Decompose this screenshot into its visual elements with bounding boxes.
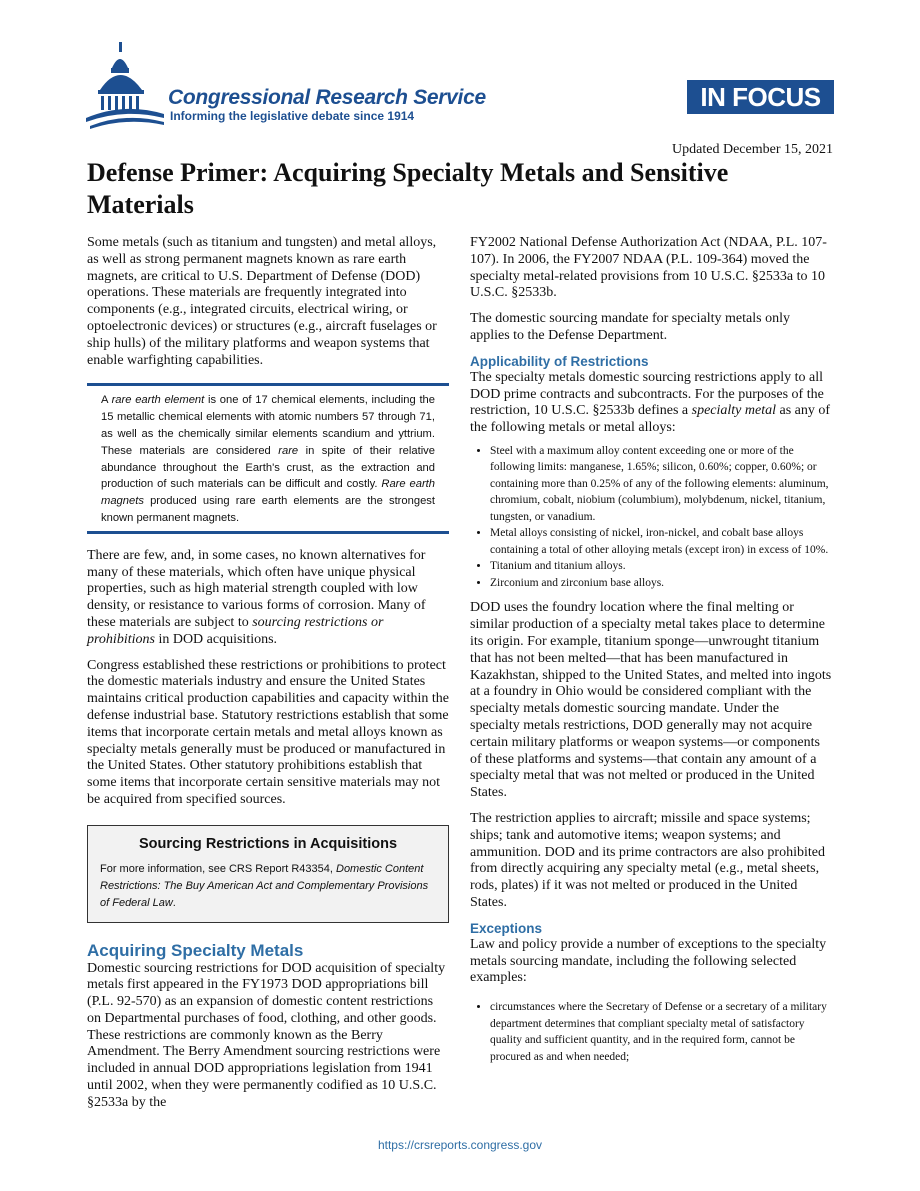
heading-applicability: Applicability of Restrictions: [470, 353, 649, 369]
mandate-paragraph: The domestic sourcing mandate for specialty metals only applies to the Defense Department.: [470, 311, 790, 343]
paragraph-text: There are few, and, in some cases, no known alternatives for many of these materials, which often have unique physical properties, such as high material strength coupled with low density, or resistance to various forms of corrosion. Many of these materials are subject to: [87, 547, 426, 630]
box-text: A: [101, 394, 112, 407]
congress-paragraph: Congress established these restrictions or prohibitions to protect the domestic materials industry and ensure the United States maintains critical production capabilities and capacity within the defense industrial base. Statutory restrictions establish that some items that incorporate certain metals and metal alloys known as specialty metals generally must be produced or manufactured in the United States. Other statutory prohibitions establish that some items that incorporate certain sensitive materials may not be acquired from specified sources.: [87, 657, 449, 807]
restriction-scope-paragraph: The restriction applies to aircraft; missile and space systems; ships; tank and automotive items; weapon systems; and ammunition. DOD and its prime contractors are also prohibited from directly acquiring any specialty metal (e.g., metal sheets, rods, plates) if it was not melted or produced in the United States.: [470, 811, 825, 911]
sourcing-restrictions-box: [87, 825, 449, 923]
org-name: Congressional Research Service: [168, 86, 486, 109]
paragraph-text: in DOD acquisitions.: [154, 631, 278, 647]
capitol-dome-icon: [86, 40, 164, 130]
exceptions-intro-paragraph: Law and policy provide a number of exceptions to the specialty metals sourcing mandate, including the following selected examples:: [470, 936, 827, 986]
heading-exceptions: Exceptions: [470, 920, 543, 936]
sourcebox-body: [100, 861, 436, 912]
list-item: • Metal alloys consisting of nickel, iron-nickel, and cobalt base alloys containing a total of other alloying metals (except iron) in excess of 10%.: [490, 525, 832, 558]
box-text: is one of 17 chemical elements, including the 15 metallic chemical elements with atomic numbers 57 through 71, as well as the chemically similar elements scandium and yttrium. These materials are considered: [101, 394, 435, 457]
intro-paragraph: Some metals (such as titanium and tungsten) and metal alloys, as well as strong permanent magnets known as rare earth magnets, are critical to U.S. Department of Defense (DOD) operations. These materials are frequently integrated into components (e.g., integrated circuits, electrical wiring, or optoelectronic devices) or structures (e.g., aircraft fuselages or ship hulls) of the military platforms and weapon systems that enable warfighting capabilities.: [87, 235, 437, 368]
paragraph-text: as any of the following metals or metal alloys:: [470, 403, 831, 436]
list-item: • Steel with a maximum alloy content exceeding one or more of the following limits: manganese, 1.65%; silicon, 0.60%; copper, 0.60%; or containing more than 0.25% of any of the following elements: aluminum, chromium, cobalt, niobium (columbium), molybdenum, nickel, titanium, tungsten, or vanadium.: [490, 443, 832, 526]
specialty-metals-list: [470, 443, 832, 592]
alternatives-paragraph: [87, 548, 449, 649]
paragraph-text: The specialty metals domestic sourcing restrictions apply to all DOD prime contracts and subcontracts. For the purposes of the restriction, 10 U.S.C. §2533b defines a: [470, 369, 824, 419]
left-column: [87, 235, 449, 1121]
list-item: • circumstances where the Secretary of Defense or a secretary of a military department determines that compliant specialty metal of satisfactory quality and sufficient quantity, and in the required form, cannot be procured as and when needed;: [490, 999, 832, 1065]
list-item: • Titanium and titanium alloys.: [490, 558, 832, 575]
sourcebox-title: Sourcing Restrictions in Acquisitions: [138, 835, 398, 852]
box-term: rare earth element: [111, 394, 205, 407]
ndaa-paragraph: FY2002 National Defense Authorization Act (NDAA, P.L. 107-107). In 2006, the FY2007 NDAA (P.L. 109-364) moved the specialty metal-related provisions from 10 U.S.C. §2533a to 10 U.S.C. §2533b.: [470, 235, 827, 301]
emphasis-text: sourcing restrictions or prohibitions: [87, 614, 384, 647]
sourcebox-text: .: [172, 896, 176, 909]
sourcebox-text: For more information, see CRS Report R43354,: [100, 862, 336, 875]
page-header: [0, 0, 920, 157]
definition-paragraph: [470, 370, 832, 437]
rare-earth-definition-box: [87, 383, 449, 533]
report-reference: Domestic Content Restrictions: The Buy American Act and Complementary Provisions of Federal Law: [100, 862, 429, 909]
exceptions-list: [470, 999, 832, 1065]
box-term: Rare earth magnets: [101, 478, 436, 508]
in-focus-badge: IN FOCUS: [687, 80, 834, 114]
list-item: • Zirconium and zirconium base alloys.: [490, 575, 832, 592]
updated-date: Updated December 15, 2021: [672, 142, 833, 157]
history-paragraph: Domestic sourcing restrictions for DOD acquisition of specialty metals first appeared in the FY1973 DOD appropriations bill (P.L. 92-570) as an expansion of domestic content restrictions on Departmental purchases of food, clothing, and other goods. These restrictions are commonly known as the Berry Amendment. The Berry Amendment sourcing restrictions were included in annual DOD appropriations legislation from 1941 until 2002, when they were permanently codified as 10 U.S.C. §2533a by the: [87, 960, 446, 1110]
box-term: rare: [278, 444, 299, 457]
emphasis-text: specialty metal: [691, 403, 777, 419]
foundry-paragraph: DOD uses the foundry location where the final melting or similar production of a specialty metal takes place to determine its origin. For example, titanium sponge—unwrought titanium that has not been melted—that has been manufactured in Kazakhstan, shipped to the United States, and melted into ingots at a foundry in Ohio would be considered compliant with the specialty metals domestic sourcing mandate. Under the specialty metals restrictions, DOD generally may not acquire certain military platforms or weapon systems—or components of these platforms and systems—that contain any amount of a specialty metal that was not melted or produced in the United States.: [470, 600, 832, 801]
page-title: Defense Primer: Acquiring Specialty Metals and Sensitive Materials: [87, 158, 729, 219]
section-heading-acquiring: Acquiring Specialty Metals: [87, 940, 304, 960]
org-tagline: Informing the legislative debate since 1914: [170, 109, 415, 123]
box-text: produced using rare earth elements are the strongest known permanent magnets.: [101, 495, 435, 524]
right-column: [470, 235, 832, 1074]
footer-link[interactable]: https://crsreports.congress.gov: [377, 1138, 543, 1152]
box-text: in spite of their relative abundance throughout the Earth's crust, as the extraction and production of such materials can be difficult and costly.: [101, 444, 435, 491]
